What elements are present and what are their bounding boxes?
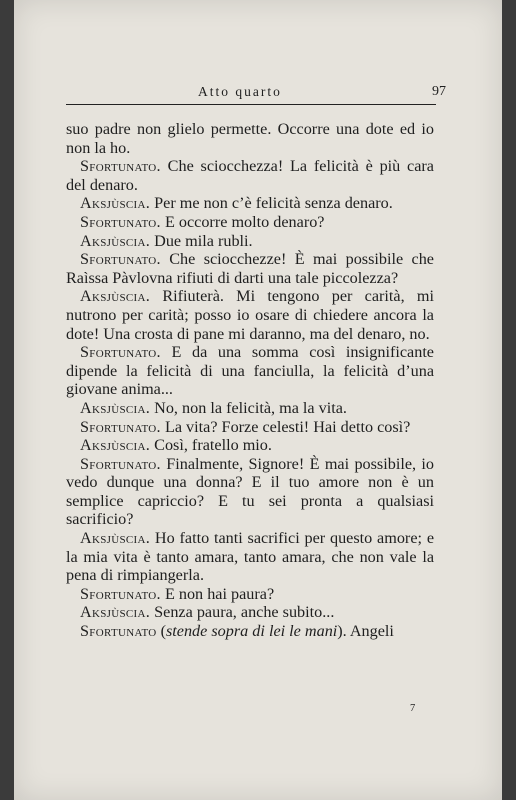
speech-text: ). Angeli xyxy=(337,622,394,641)
page-body xyxy=(66,120,434,641)
dialogue-line xyxy=(66,603,434,622)
dialogue-line xyxy=(66,399,434,418)
speech-text: Per me non c’è felicità senza denaro. xyxy=(150,194,393,213)
running-header xyxy=(66,84,446,106)
speaker-name: Sfortunato. xyxy=(80,584,161,603)
dialogue-line xyxy=(66,287,434,343)
speech-text: Ho fatto tanti sacrifici per questo amore; e la mia vita è tanto amara, tanto amara, che non vale la pena di rimpiangerla. xyxy=(66,529,434,585)
speaker-name: Sfortunato. xyxy=(80,417,161,436)
speech-text: No, non la felicità, ma la vita. xyxy=(150,398,347,417)
speaker-name: Aksjùscia. xyxy=(80,231,151,250)
speech-text: E non hai paura? xyxy=(160,584,275,603)
speaker-name: Aksjùscia. xyxy=(80,603,151,622)
header-title: Atto quarto xyxy=(198,84,282,99)
dialogue-line xyxy=(66,157,434,194)
speaker-name: Sfortunato xyxy=(80,622,157,641)
speaker-name: Aksjùscia. xyxy=(80,398,151,417)
speaker-name: Sfortunato. xyxy=(80,157,161,176)
speech-text: ( xyxy=(156,622,166,641)
speaker-name: Sfortunato. xyxy=(80,250,161,269)
speech-text: Finalmente, Signore! È mai possibile, io vedo dunque una donna? E il tuo amore non è un semplice capriccio? E tu sei pronta a qualsiasi sacrificio? xyxy=(66,454,434,529)
speech-text: La vita? Forze celesti! Hai detto così? xyxy=(160,417,411,436)
speaker-name: Sfortunato. xyxy=(80,212,161,231)
speech-text: Che sciocchezze! È mai possibile che Raìssa Pàvlovna rifiuti di darti una tale piccolezza? xyxy=(66,250,434,287)
dialogue-line xyxy=(66,250,434,287)
dialogue-line xyxy=(66,455,434,529)
page-number: 97 xyxy=(432,84,446,99)
speaker-name: Sfortunato. xyxy=(80,343,161,362)
speech-text: E occorre molto denaro? xyxy=(160,212,325,231)
speech-text: E da una somma così insignificante dipende la felicità di una fanciulla, la felicità d’una giovane anima... xyxy=(66,343,434,399)
speaker-name: Sfortunato. xyxy=(80,454,161,473)
dialogue-line xyxy=(66,436,434,455)
dialogue-line xyxy=(66,585,434,604)
speech-text: Senza paura, anche subito... xyxy=(150,603,335,622)
paragraph xyxy=(66,120,434,157)
speech-text: Due mila rubli. xyxy=(150,231,253,250)
speaker-name: Aksjùscia. xyxy=(80,529,151,548)
dialogue-line xyxy=(66,232,434,251)
speech-text: Che sciocchezza! La felicità è più cara del denaro. xyxy=(66,157,434,194)
signature-mark: 7 xyxy=(410,703,416,714)
dialogue-line xyxy=(66,194,434,213)
speaker-name: Aksjùscia. xyxy=(80,436,151,455)
dialogue-line xyxy=(66,622,434,641)
speech-text: Così, fratello mio. xyxy=(150,436,272,455)
dialogue-line xyxy=(66,529,434,585)
dialogue-line xyxy=(66,418,434,437)
paragraph-text: suo padre non glielo permette. Occorre una dote ed io non la ho. xyxy=(66,120,434,157)
dialogue-line xyxy=(66,343,434,399)
header-rule xyxy=(66,104,436,105)
speaker-name: Aksjùscia. xyxy=(80,287,151,306)
speech-text: Rifiuterà. Mi tengono per carità, mi nutrono per carità; posso io osare di chiedere ancora la dote! Una crosta di pane mi daranno, ma del denaro, no. xyxy=(66,287,434,343)
dialogue-line xyxy=(66,213,434,232)
book-page xyxy=(14,0,502,800)
speaker-name: Aksjùscia. xyxy=(80,194,151,213)
stage-direction: stende sopra di lei le mani xyxy=(165,622,338,641)
